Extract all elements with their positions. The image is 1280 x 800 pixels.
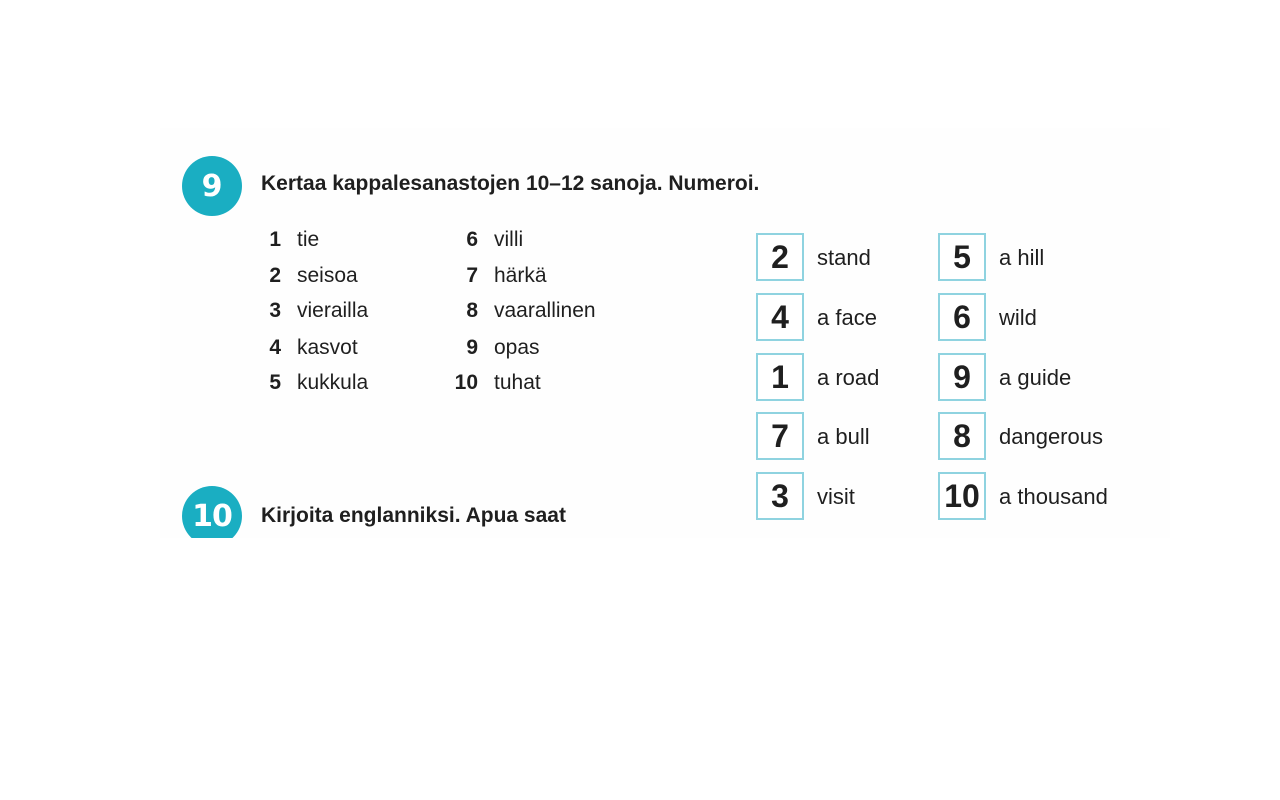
english-word: a road — [817, 365, 880, 390]
finnish-word-number: 5 — [269, 371, 281, 394]
exercise-10-number-badge: 10 — [182, 486, 242, 538]
english-word: dangerous — [999, 424, 1103, 449]
finnish-word-number: 1 — [269, 228, 281, 251]
english-word: a guide — [999, 365, 1072, 390]
answer-box[interactable]: 7 — [756, 412, 804, 460]
finnish-word: vierailla — [297, 299, 369, 322]
answer-box[interactable]: 3 — [756, 472, 804, 520]
answer-box[interactable]: 5 — [938, 233, 986, 281]
finnish-word-number: 9 — [466, 336, 478, 359]
finnish-word: seisoa — [297, 264, 358, 287]
finnish-word-number: 6 — [466, 228, 478, 251]
answer-box[interactable]: 2 — [756, 233, 804, 281]
english-word: a hill — [999, 245, 1045, 270]
finnish-word-number: 7 — [466, 264, 478, 287]
answer-box[interactable]: 9 — [938, 353, 986, 401]
finnish-word-number: 3 — [269, 299, 281, 322]
finnish-word: villi — [494, 228, 524, 251]
answer-box[interactable]: 4 — [756, 293, 804, 341]
finnish-word: kukkula — [297, 371, 369, 394]
english-word: wild — [999, 305, 1037, 330]
finnish-word-number: 10 — [454, 371, 478, 394]
english-word: stand — [817, 245, 871, 270]
answer-box[interactable]: 10 — [938, 472, 986, 520]
worksheet-page — [160, 128, 1170, 538]
finnish-word-number: 4 — [269, 336, 281, 359]
english-word: visit — [817, 484, 855, 509]
exercise-10-instruction: Kirjoita englanniksi. Apua saat — [261, 504, 566, 527]
finnish-word-number: 2 — [269, 264, 281, 287]
finnish-word-number: 8 — [466, 299, 478, 322]
exercise-9-instruction: Kertaa kappalesanastojen 10–12 sanoja. Numeroi. — [261, 172, 760, 195]
answer-box[interactable]: 6 — [938, 293, 986, 341]
exercise-9-number-badge: 9 — [182, 156, 242, 216]
english-word: a face — [817, 305, 877, 330]
finnish-word: härkä — [494, 264, 547, 287]
answer-box[interactable]: 8 — [938, 412, 986, 460]
finnish-word: tuhat — [494, 371, 541, 394]
finnish-word: kasvot — [297, 336, 358, 359]
finnish-word: tie — [297, 228, 320, 251]
finnish-word: vaarallinen — [494, 299, 596, 322]
english-word: a bull — [817, 424, 870, 449]
finnish-word: opas — [494, 336, 540, 359]
answer-box[interactable]: 1 — [756, 353, 804, 401]
english-word: a thousand — [999, 484, 1108, 509]
